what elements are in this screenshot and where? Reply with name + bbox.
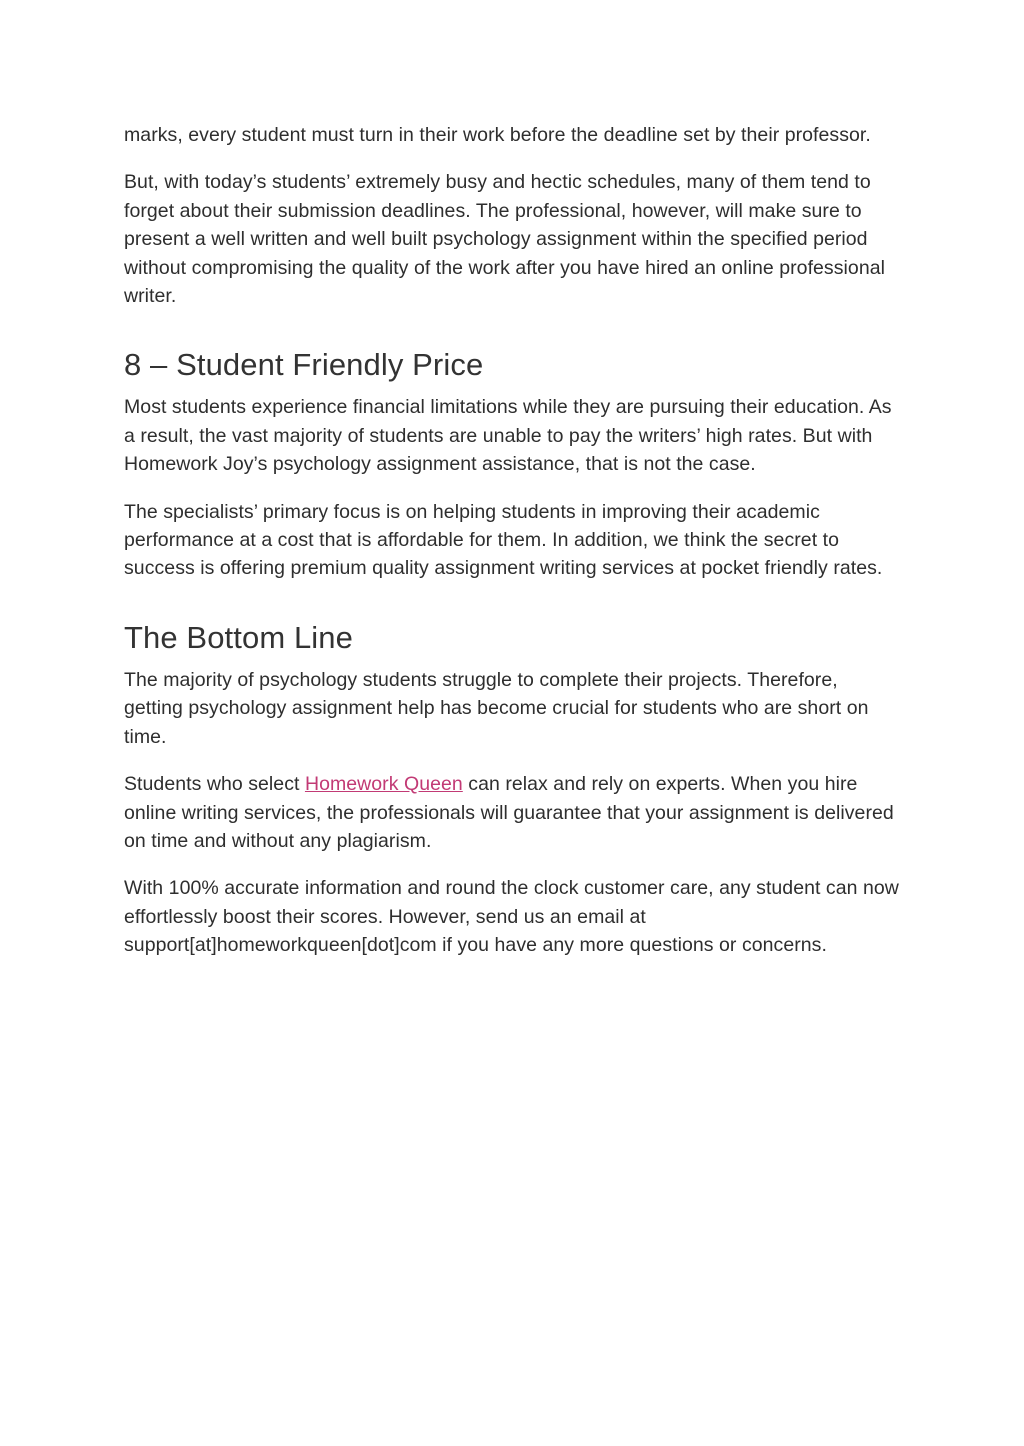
homework-queen-link[interactable]: Homework Queen bbox=[304, 773, 463, 796]
intro-paragraph-2: But, with today’s students’ extremely busy and hectic schedules, many of them tend to forget about their submission deadlines. The professional, however, will make sure to present a well written and well built psychology assignment within the specified period without compromising the quality of the work after you have hired an online professional writer. bbox=[124, 171, 885, 308]
bottom-line-paragraph-2-end: can relax and rely on experts. When you hire online writing services, the professionals will guarantee that your assignment is delivered on time and without any plagiarism. bbox=[124, 773, 894, 852]
bottom-line-paragraph-2-start: Students who select bbox=[124, 773, 305, 796]
bottom-line-heading: The Bottom Line bbox=[124, 619, 353, 655]
bottom-line-paragraph-3: With 100% accurate information and round the clock customer care, any student can now effortlessly boost their scores. However, send us an email at support[at]homeworkqueen[dot]com if you have any more questions or concerns. bbox=[124, 877, 899, 957]
price-paragraph-2: The specialists’ primary focus is on helping students in improving their academic performance at a cost that is affordable for them. In addition, we think the secret to success is offering premium quality assignment writing services at pocket friendly rates. bbox=[124, 500, 883, 580]
intro-paragraph-1: marks, every student must turn in their work before the deadline set by their professor. bbox=[124, 124, 871, 146]
price-paragraph-1: Most students experience financial limitations while they are pursuing their education. As a result, the vast majority of students are unable to pay the writers’ high rates. But with Homework Joy’s psychology assignment assistance, that is not the case. bbox=[124, 396, 892, 476]
bottom-line-paragraph-2 bbox=[124, 770, 900, 855]
bottom-line-paragraph-1: The majority of psychology students struggle to complete their projects. Therefore, getting psychology assignment help has become crucial for students who are short on time. bbox=[124, 668, 869, 748]
price-heading: 8 – Student Friendly Price bbox=[124, 347, 484, 383]
